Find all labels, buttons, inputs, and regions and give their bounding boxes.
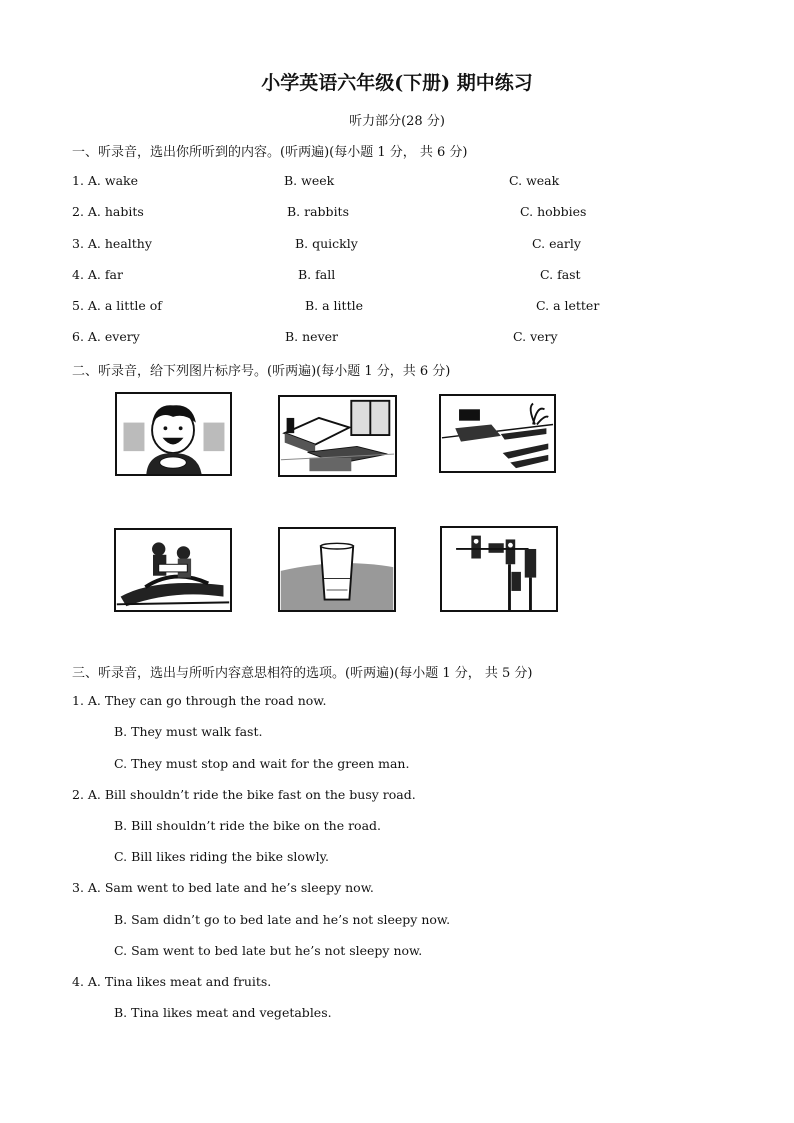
s1-q6-option-a: 6. A. every (72, 329, 140, 344)
s1-q4-option-c: C. fast (540, 267, 581, 282)
s1-q4-option-b: B. fall (298, 267, 336, 282)
s1-q6-option-b: B. never (285, 329, 339, 344)
s3-q3-option-a: 3. A. Sam went to bed late and he’s sleepy now. (72, 880, 374, 895)
traffic-lights-picture (440, 526, 558, 612)
s1-q5-option-b: B. a little (305, 298, 363, 313)
s1-q4-option-a: 4. A. far (72, 267, 123, 282)
s3-q4-option-b: B. Tina likes meat and vegetables. (114, 1005, 332, 1020)
s3-q2-option-a: 2. A. Bill shouldn’t ride the bike fast on the busy road. (72, 787, 416, 802)
s3-q1-option-b: B. They must walk fast. (114, 724, 263, 739)
page-title: 小学英语六年级(下册) 期中练习 (261, 72, 533, 94)
s1-q1-option-b: B. week (284, 173, 335, 188)
s3-q2-option-b: B. Bill shouldn’t ride the bike on the road. (114, 818, 382, 833)
bedroom-picture (278, 395, 397, 477)
s3-q3-option-c: C. Sam went to bed late but he’s not sleepy now. (114, 943, 423, 958)
glass-of-water-picture (278, 527, 396, 612)
s1-q1-option-a: 1. A. wake (72, 173, 138, 188)
s3-q1-option-a: 1. A. They can go through the road now. (72, 693, 327, 708)
bridge-figures-picture (114, 528, 232, 612)
page-subtitle: 听力部分(28 分) (349, 114, 445, 129)
s1-q5-option-c: C. a letter (536, 298, 600, 313)
s3-q1-option-c: C. They must stop and wait for the green man. (114, 756, 410, 771)
section1-heading: 一、听录音，选出你所听到的内容。(听两遍)(每小题 1 分， 共 6 分) (72, 145, 468, 160)
s3-q3-option-b: B. Sam didn’t go to bed late and he’s not sleepy now. (114, 912, 451, 927)
s3-q2-option-c: C. Bill likes riding the bike slowly. (114, 849, 329, 864)
s1-q3-option-c: C. early (532, 236, 581, 251)
section3-heading: 三、听录音，选出与所听内容意思相符的选项。(听两遍)(每小题 1 分， 共 5 分) (72, 666, 533, 681)
laughing-boy-picture (115, 392, 232, 476)
s1-q3-option-b: B. quickly (295, 236, 358, 251)
s1-q1-option-c: C. weak (509, 173, 560, 188)
s1-q2-option-a: 2. A. habits (72, 204, 144, 219)
s1-q5-option-a: 5. A. a little of (72, 298, 162, 313)
s3-q4-option-a: 4. A. Tina likes meat and fruits. (72, 974, 272, 989)
stairs-room-picture (439, 394, 556, 473)
s1-q6-option-c: C. very (513, 329, 558, 344)
s1-q2-option-c: C. hobbies (520, 204, 587, 219)
s1-q3-option-a: 3. A. healthy (72, 236, 152, 251)
s1-q2-option-b: B. rabbits (287, 204, 349, 219)
section2-heading: 二、听录音，给下列图片标序号。(听两遍)(每小题 1 分，共 6 分) (72, 364, 451, 379)
